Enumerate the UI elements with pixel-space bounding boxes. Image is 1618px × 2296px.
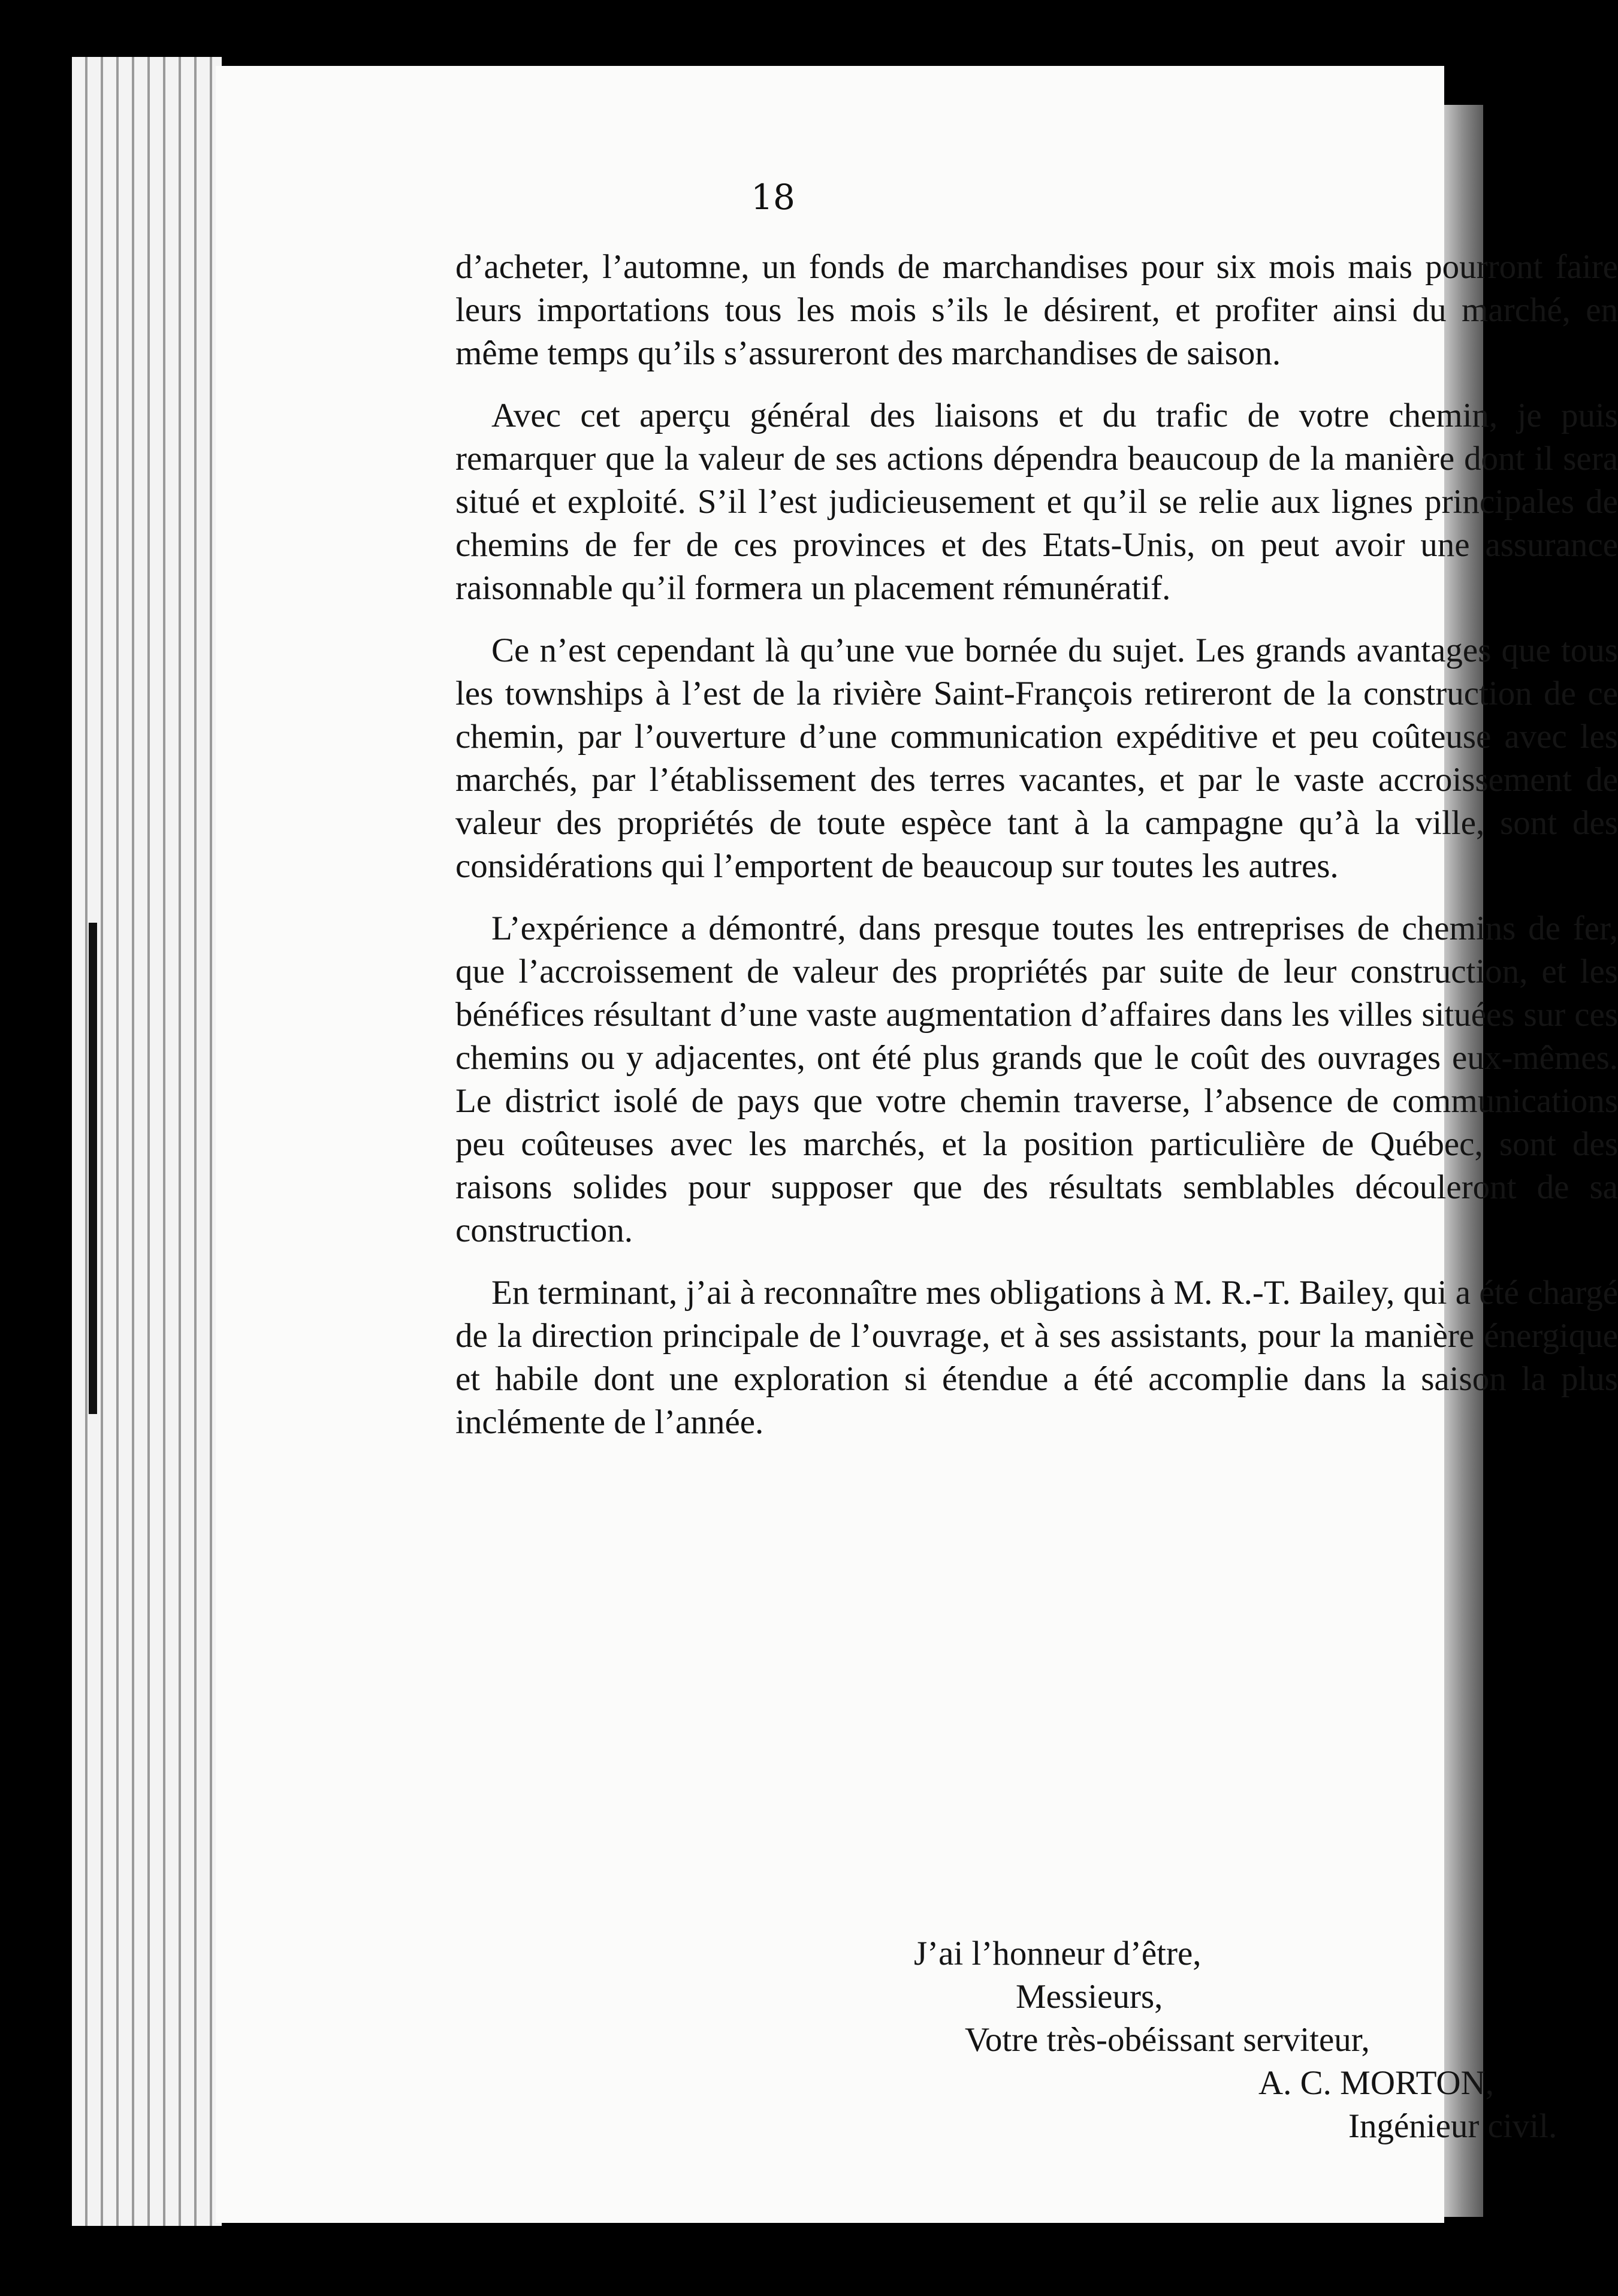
book-page [216,66,1618,2223]
paragraph-2: Avec cet aperçu général des liaisons et du trafic de votre chemin, je puis remarquer que la valeur de ses actions dépendra beaucoup de la manière dont il sera situé et exploité. S’il l’est judicieusement et qu’il se relie aux lignes principales de chemins de fer de ces provinces et des Etats-Unis, on peut avoir une assurance raisonnable qu’il formera un placement rémunératif. [455,397,1618,607]
letter-closing [455,1932,1618,2148]
closing-salutation: Messieurs, [1016,1978,1163,2016]
paragraph-5: En terminant, j’ai à reconnaître mes obligations à M. R.-T. Bailey, qui a été chargé de la direction principale de l’ouvrage, et à ses assistants, pour la manière énergique et habile dont une exploration si étendue a été accomplie dans la saison la plus inclémente de l’année. [455,1274,1618,1441]
signature-name: A. C. MORTON, [1258,2064,1494,2102]
page-body [455,246,1618,1983]
paragraph-4: L’expérience a démontré, dans presque toutes les entreprises de chemins de fer, que l’accroissement de valeur des propriétés par suite de leur construction, et les bénéfices résultant d’une vaste augmentation d’affaires dans les villes situées sur ces chemins ou y adjacentes, ont été plus grands que le coût des ouvrages eux-mêmes. Le district isolé de pays que votre chemin traverse, l’absence de communications peu coûteuses avec les marchés, et la position particulière de Québec, sont des raisons solides pour supposer que des résultats semblables découleront de sa construction. [455,910,1618,1249]
paragraph-1: d’acheter, l’automne, un fonds de marchandises pour six mois mais pourront faire leurs importations tous les mois s’ils le désirent, et profiter ainsi du marché, en même temps qu’ils s’assureront des marchandises de saison. [455,248,1618,372]
paragraph-3: Ce n’est cependant là qu’une vue bornée du sujet. Les grands avantages que tous les townships à l’est de la rivière Saint-François retireront de la construction de ce chemin, par l’ouverture d’une communication expéditive et peu coûteuse avec les marchés, par l’établissement des terres vacantes, et par le vaste accroissement de valeur des propriétés de toute espèce tant à la campagne qu’à la ville, sont des considérations qui l’emportent de beaucoup sur toutes les autres. [455,632,1618,885]
page-number: 18 [751,177,795,217]
signature-title: Ingénieur civil. [1348,2107,1557,2145]
closing-valediction: Votre très-obéissant serviteur, [965,2021,1370,2059]
closing-greeting: J’ai l’honneur d’être, [914,1935,1202,1972]
edge-shadow-mark [89,923,97,1414]
